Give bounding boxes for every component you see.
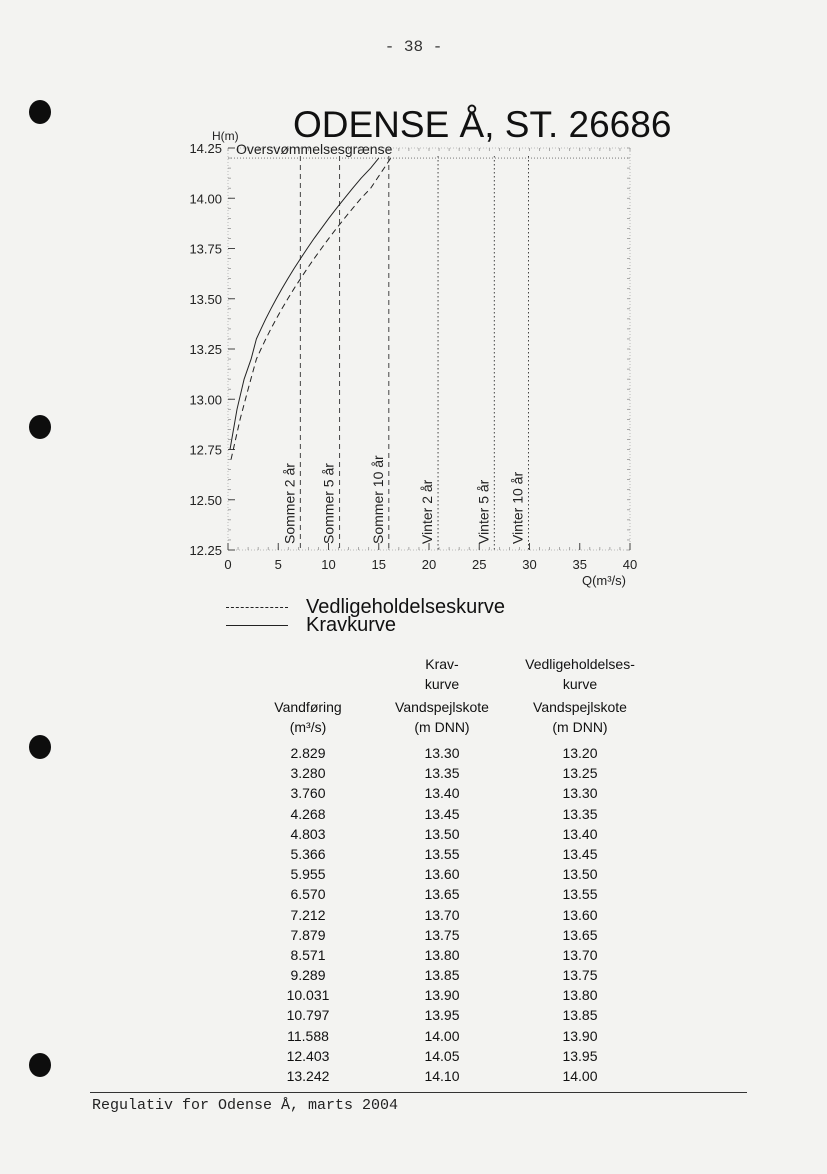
table-cell: 13.20: [562, 745, 598, 761]
table-cell: 13.35: [562, 805, 598, 822]
design-flow-label: Sommer 10 år: [369, 455, 386, 544]
legend-label: Vedligeholdelseskurve: [306, 596, 506, 618]
x-tick-label: 10: [321, 557, 336, 572]
header-line: Vandspejlskote: [533, 699, 627, 715]
table-cell: 13.95: [424, 1007, 460, 1024]
design-flow-label: Vinter 10 år: [509, 471, 526, 544]
legend-label: Kravkurve: [306, 614, 397, 636]
table-cell: 13.85: [562, 1007, 598, 1024]
solid-line-swatch: [226, 625, 288, 626]
table-cell: 13.90: [562, 1027, 598, 1044]
footer-divider: [90, 1092, 747, 1093]
table-cell: 14.00: [562, 1068, 598, 1084]
x-tick-label: 35: [572, 557, 587, 572]
page-number: - 38 -: [384, 38, 443, 56]
table-cell: 13.75: [562, 967, 598, 984]
table-cell: 13.25: [562, 765, 598, 782]
header-line: (m DNN): [414, 719, 470, 735]
table-cell: 13.50: [424, 825, 460, 842]
y-axis-label: H(m): [212, 129, 239, 143]
table-cell: 13.65: [562, 926, 598, 943]
header-line: (m DNN): [552, 719, 608, 735]
dashed-line-swatch: [226, 607, 288, 608]
requirement-curve: [230, 158, 379, 449]
column-flow: [268, 743, 348, 1086]
x-tick-label: 20: [421, 557, 437, 572]
design-flow-label: Vinter 2 år: [419, 479, 436, 544]
x-tick-label: 25: [472, 557, 487, 572]
design-flow-label: Sommer 5 år: [320, 463, 337, 544]
table-cell: 4.803: [290, 825, 326, 842]
threshold-label: Oversvømmelsesgrænse: [236, 141, 393, 158]
y-tick-label: 13.75: [189, 241, 222, 257]
header-flow: [248, 697, 368, 737]
y-tick-label: 13.00: [189, 392, 222, 408]
header-krav: [382, 654, 502, 694]
table-cell: 5.366: [290, 845, 326, 862]
table-cell: 14.10: [424, 1068, 460, 1084]
y-tick-label: 12.50: [189, 492, 222, 508]
table-cell: 13.30: [562, 785, 598, 802]
table-cell: 14.00: [424, 1027, 460, 1044]
table-cell: 3.280: [290, 765, 326, 782]
header-vedl-level: [510, 697, 650, 737]
design-flow-label: Sommer 2 år: [281, 463, 298, 544]
table-cell: 10.031: [286, 987, 330, 1004]
maintenance-curve: [231, 158, 391, 460]
table-cell: 13.40: [424, 785, 460, 802]
binder-hole: [29, 735, 51, 759]
x-tick-label: 30: [522, 557, 537, 572]
table-cell: 12.403: [286, 1047, 330, 1064]
table-cell: 13.60: [424, 866, 460, 883]
table-cell: 13.65: [424, 886, 460, 903]
y-tick-label: 14.00: [189, 191, 222, 207]
x-tick-label: 40: [622, 557, 638, 572]
header-line: kurve: [562, 676, 598, 692]
y-tick-label: 13.25: [189, 342, 222, 357]
x-tick-label: 0: [224, 557, 232, 572]
table-cell: 5.955: [290, 866, 326, 883]
table-cell: 6.570: [290, 886, 326, 903]
table-cell: 2.829: [290, 745, 326, 761]
table-cell: 13.90: [424, 987, 460, 1004]
x-tick-label: 15: [371, 557, 386, 572]
header-line: Vandføring: [274, 699, 342, 715]
table-cell: 13.75: [424, 926, 460, 943]
x-axis-label: Q(m³/s): [581, 573, 626, 588]
column-krav: [402, 743, 482, 1086]
column-vedl: [540, 743, 620, 1086]
table-cell: 4.268: [290, 805, 326, 822]
binder-hole: [29, 1053, 51, 1077]
table-cell: 13.50: [562, 866, 598, 883]
table-cell: 9.289: [290, 967, 326, 984]
table-cell: 13.35: [424, 765, 460, 782]
table-cell: 13.70: [424, 906, 460, 923]
table-cell: 11.588: [287, 1027, 329, 1044]
y-tick-label: 12.75: [189, 442, 222, 458]
header-line: Vandspejlskote: [395, 699, 489, 715]
table-cell: 7.879: [290, 926, 326, 943]
table-cell: 13.45: [562, 845, 598, 862]
table-cell: 13.45: [424, 805, 460, 822]
header-line: Krav-: [425, 656, 459, 672]
x-tick-label: 5: [274, 557, 282, 572]
header-vedl: [510, 654, 650, 694]
table-cell: 10.797: [286, 1007, 330, 1024]
table-cell: 3.760: [290, 785, 326, 802]
table-cell: 13.70: [562, 946, 598, 963]
table-cell: 13.60: [562, 906, 598, 923]
table-cell: 13.55: [424, 845, 460, 862]
table-cell: 13.85: [424, 967, 460, 984]
legend-item-requirement: [226, 614, 526, 636]
footer-text: Regulativ for Odense Å, marts 2004: [92, 1097, 399, 1114]
table-cell: 13.40: [562, 825, 598, 842]
header-line: kurve: [424, 676, 460, 692]
table-cell: 13.55: [562, 886, 598, 903]
table-cell: 13.30: [424, 745, 460, 761]
chart-title: ODENSE Å, ST. 26686: [293, 104, 672, 145]
table-cell: 14.05: [424, 1047, 460, 1064]
table-cell: 13.95: [562, 1047, 598, 1064]
y-tick-label: 12.25: [189, 543, 222, 558]
header-krav-level: [382, 697, 502, 737]
table-cell: 7.212: [290, 906, 326, 923]
table-cell: 13.242: [286, 1068, 330, 1084]
table-cell: 8.571: [290, 946, 326, 963]
header-line: (m³/s): [289, 719, 327, 735]
table-cell: 13.80: [562, 987, 598, 1004]
y-tick-label: 13.50: [189, 291, 222, 307]
header-line: Vedligeholdelses-: [525, 656, 635, 672]
y-tick-label: 14.25: [189, 141, 222, 156]
table-cell: 13.80: [424, 946, 460, 963]
design-flow-label: Vinter 5 år: [475, 479, 492, 544]
